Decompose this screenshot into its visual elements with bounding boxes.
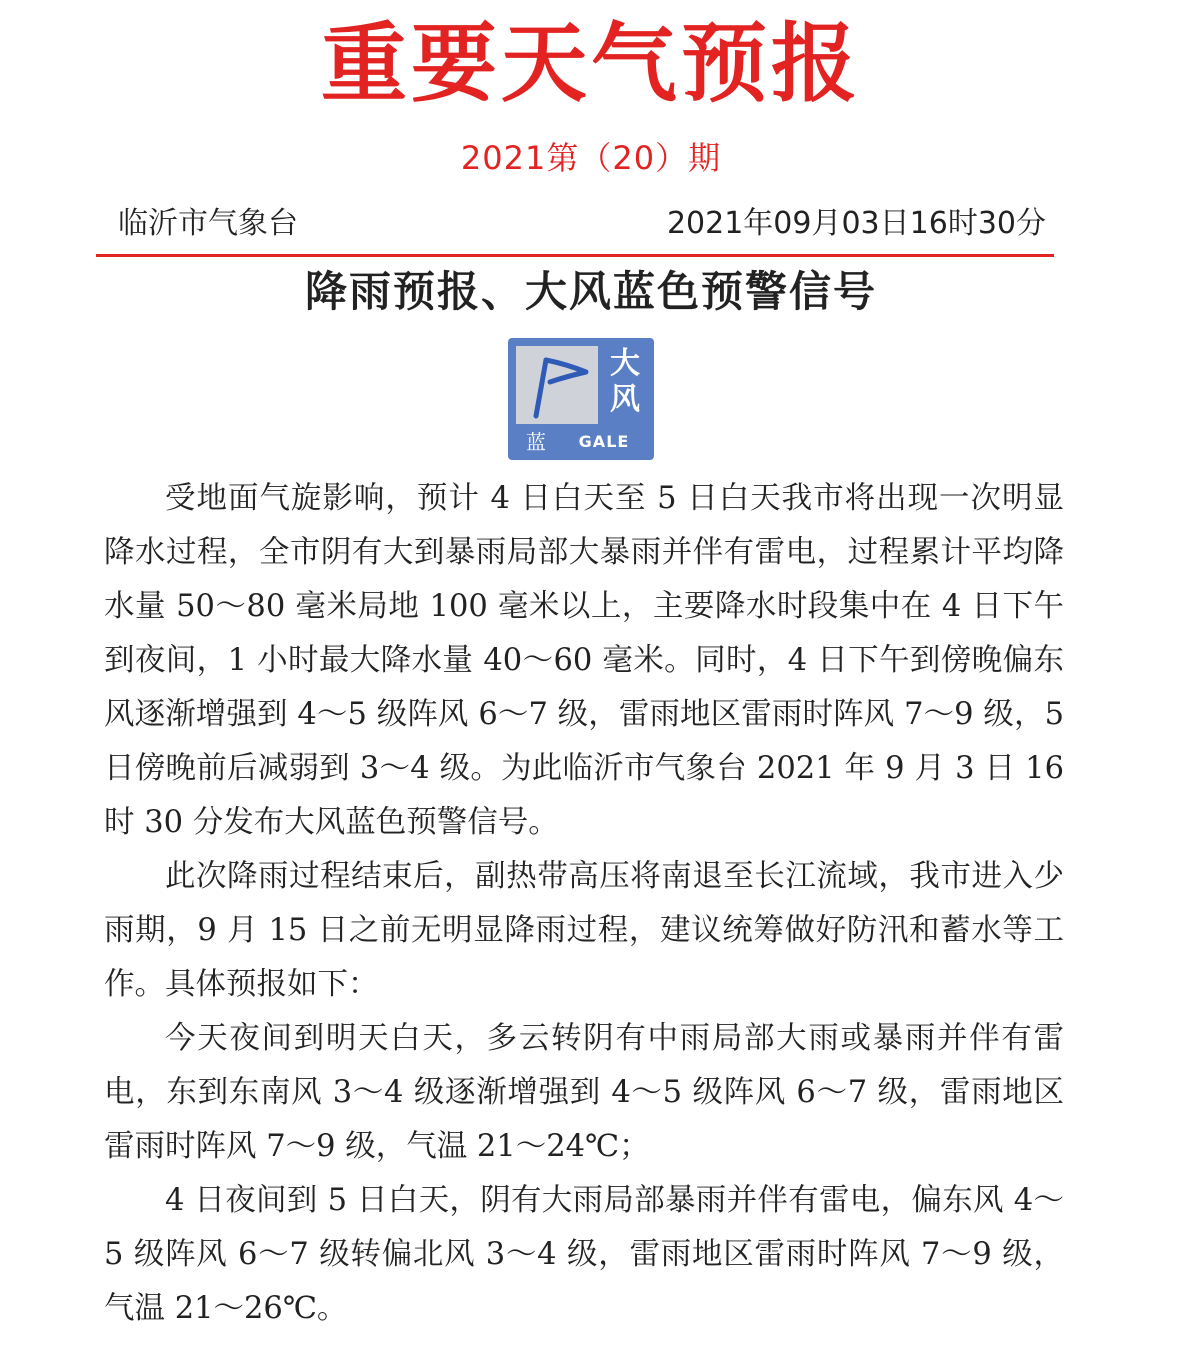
header-divider: [96, 254, 1054, 257]
signal-characters: [602, 346, 648, 424]
body-paragraph: 4 日夜间到 5 日白天，阴有大雨局部暴雨并伴有雷电，偏东风 4～5 级阵风 6～7 级转偏北风 3～4 级，雷雨地区雷雨时阵风 7～9 级，气温 21～26℃。: [104, 1183, 1064, 1326]
issuer-name: 临沂市气象台: [118, 206, 298, 241]
issue-number: 2021第（20）期: [460, 139, 722, 177]
body-paragraph: 此次降雨过程结束后，副热带高压将南退至长江流域，我市进入少雨期，9 月 15 日之前无明显降雨过程，建议统筹做好防汛和蓄水等工作。具体预报如下：: [104, 859, 1064, 1002]
document-title: 降雨预报、大风蓝色预警信号: [304, 267, 877, 316]
signal-char-top: 大: [610, 346, 640, 381]
forecast-body: [104, 472, 1064, 1336]
body-paragraph: 今天夜间到明天白天，多云转阴有中雨局部大雨或暴雨并伴有雷电，东到东南风 3～4 级逐渐增强到 4～5 级阵风 6～7 级，雷雨地区雷雨时阵风 7～9 级，气温 21～24℃；: [104, 1021, 1064, 1164]
masthead-title: 重要天气预报: [321, 14, 861, 114]
flag-icon: [516, 346, 598, 424]
body-paragraph: 受地面气旋影响，预计 4 日白天至 5 日白天我市将出现一次明显降水过程，全市阴有大到暴雨局部大暴雨并伴有雷电，过程累计平均降水量 50～80 毫米局地 100 毫米以上，主要降水时段集中在 4 日下午到夜间，1 小时最大降水量 40～60 毫米。同时，4 日下午到傍晚偏东风逐渐增强到 4～5 级阵风 6～7 级，雷雨地区雷雨时阵风 7～9 级，5 日傍晚前后减弱到 3～4 级。为此临沂市气象台 2021 年 9 月 3 日 16 时 30 分发布大风蓝色预警信号。: [104, 481, 1064, 840]
issue-datetime: 2021年09月03日16时30分: [666, 206, 1046, 241]
signal-code-label: GALE: [578, 432, 630, 451]
signal-color-label: 蓝: [526, 430, 546, 454]
signal-char-bottom: 风: [610, 382, 640, 417]
gale-blue-warning-signal: [508, 338, 654, 460]
flag-panel: [516, 346, 598, 424]
